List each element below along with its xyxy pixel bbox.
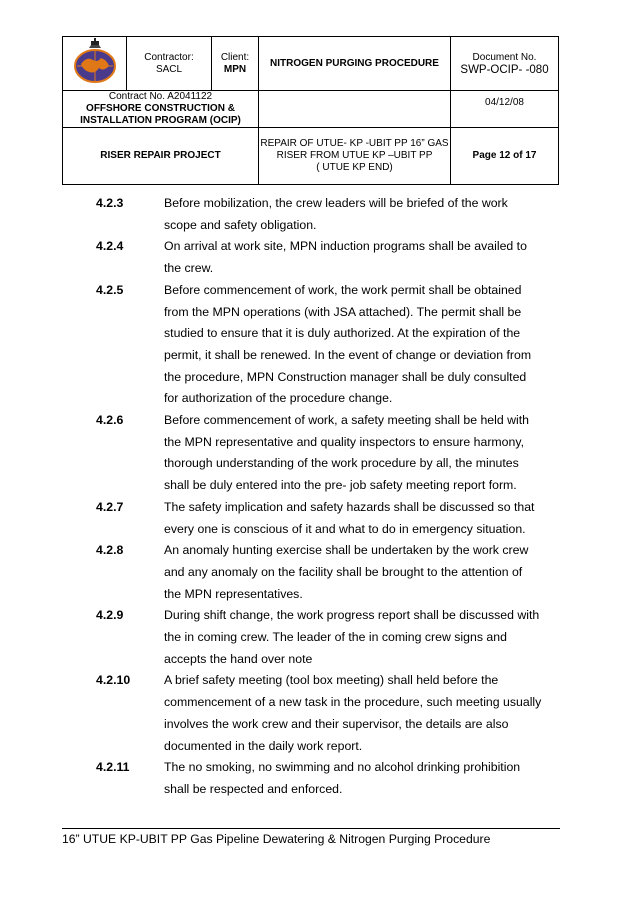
page-number: Page 12 of 17: [451, 128, 559, 185]
procedure-item: [96, 540, 566, 605]
item-number: 4.2.4: [96, 239, 124, 254]
program-name-line1: OFFSHORE CONSTRUCTION &: [86, 103, 235, 114]
item-number: 4.2.10: [96, 673, 131, 688]
footer-divider: [62, 828, 560, 829]
procedure-item: [96, 193, 566, 236]
item-text-line: The no smoking, no swimming and no alcohol drinking prohibition: [164, 760, 521, 775]
item-text-line: the procedure, MPN Construction manager shall be duly consulted: [164, 369, 527, 384]
empty-cell: [259, 91, 451, 128]
item-text-line: from the MPN operations (with JSA attached). The permit shall be: [164, 304, 522, 319]
item-text-line: shall be duly entered into the pre- job safety meeting report form.: [164, 478, 517, 493]
procedure-list: [96, 193, 566, 801]
company-logo: [63, 37, 127, 91]
item-text-line: accepts the hand over note: [164, 651, 313, 666]
item-text-line: the crew.: [164, 261, 214, 276]
item-text-line: every one is conscious of it and what to do in emergency situation.: [164, 521, 526, 536]
item-text-line: and any anomaly on the facility shall be brought to the attention of: [164, 564, 523, 579]
procedure-item: [96, 757, 566, 800]
item-number: 4.2.6: [96, 413, 124, 428]
item-text-line: An anomaly hunting exercise shall be undertaken by the work crew: [164, 543, 529, 558]
item-number: 4.2.9: [96, 608, 124, 623]
item-number: 4.2.8: [96, 543, 124, 558]
item-text-line: Before commencement of work, a safety meeting shall be held with: [164, 413, 529, 428]
item-text-line: studied to ensure that it is duly authorized. At the expiration of the: [164, 326, 521, 341]
program-name-line2: INSTALLATION PROGRAM (OCIP): [80, 115, 241, 126]
item-number: 4.2.11: [96, 760, 130, 775]
item-text-line: the MPN representatives.: [164, 586, 303, 601]
item-number: 4.2.5: [96, 282, 124, 297]
globe-logo-icon: [67, 38, 123, 86]
item-text-line: A brief safety meeting (tool box meeting) shall held before the: [164, 673, 499, 688]
procedure-item: [96, 410, 566, 497]
item-text-line: the in coming crew. The leader of the in coming crew signs and: [164, 630, 507, 645]
contractor-label: Contractor:: [144, 51, 194, 63]
item-text-line: The safety implication and safety hazards shall be discussed so that: [164, 499, 535, 514]
contractor-value: SACL: [155, 63, 183, 75]
item-text-line: Before mobilization, the crew leaders will be briefed of the work: [164, 196, 508, 210]
item-text-line: commencement of a new task in the procedure, such meeting usually: [164, 695, 542, 710]
item-text-line: for authorization of the procedure change.: [164, 391, 393, 406]
project-name: RISER REPAIR PROJECT: [63, 128, 259, 185]
repair-description-line1: REPAIR OF UTUE- KP -UBIT PP 16” GAS: [260, 138, 449, 149]
contract-number: Contract No. A2041122: [108, 91, 213, 102]
item-text-line: Before commencement of work, the work permit shall be obtained: [164, 282, 522, 297]
item-text-line: During shift change, the work progress report shall be discussed with: [164, 608, 540, 623]
procedure-item: [96, 605, 566, 670]
item-text-line: On arrival at work site, MPN induction programs shall be availed to: [164, 239, 527, 254]
item-text-line: the MPN representative and quality inspectors to ensure harmony,: [164, 434, 524, 449]
procedure-item: [96, 670, 566, 757]
item-number: 4.2.3: [96, 196, 124, 210]
item-text-line: documented in the daily work report.: [164, 738, 363, 753]
item-text-line: shall be respected and enforced.: [164, 781, 343, 796]
item-text-line: thorough understanding of the work procedure by all, the minutes: [164, 456, 519, 471]
document-number-label: Document No.: [472, 51, 537, 63]
document-title: NITROGEN PURGING PROCEDURE: [259, 37, 451, 91]
repair-description-line2: RISER FROM UTUE KP –UBIT PP: [276, 150, 433, 161]
client-label: Client:: [220, 51, 250, 63]
footer-text: 16” UTUE KP-UBIT PP Gas Pipeline Dewatering & Nitrogen Purging Procedure: [62, 832, 491, 846]
procedure-item: [96, 497, 566, 540]
procedure-item: [96, 280, 566, 410]
item-text-line: scope and safety obligation.: [164, 217, 317, 232]
document-number-value: SWP-OCIP- -080: [460, 63, 549, 76]
client-value: MPN: [223, 63, 247, 75]
procedure-item: [96, 236, 566, 279]
item-text-line: involves the work crew and their supervisor, the details are also: [164, 716, 509, 731]
document-date: 04/12/08: [451, 91, 559, 128]
item-number: 4.2.7: [96, 499, 124, 514]
item-text-line: permit, it shall be renewed. In the event of change or deviation from: [164, 347, 532, 362]
document-header-table: [62, 36, 559, 185]
repair-description-line3: ( UTUE KP END): [316, 162, 393, 173]
